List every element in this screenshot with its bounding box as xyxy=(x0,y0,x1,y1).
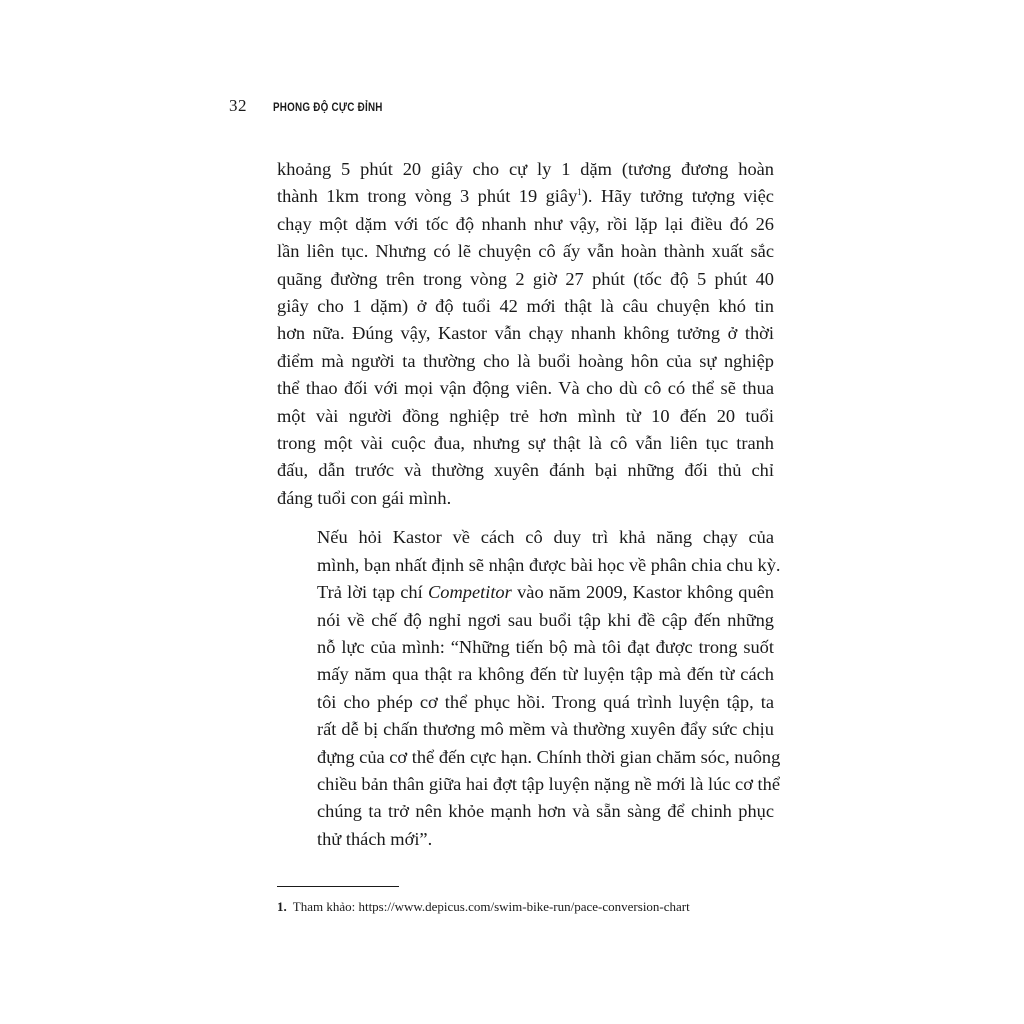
text-line: nói về chế độ nghỉ ngơi sau buổi tập khi đề cập đến những xyxy=(317,609,774,630)
footnote-text: Tham khảo: https://www.depicus.com/swim-bike-run/pace-conversion-chart xyxy=(292,899,690,914)
text-line: đấu, dẫn trước và thường xuyên đánh bại những đối thủ chỉ xyxy=(277,460,774,481)
text-line: đáng tuổi con gái mình. xyxy=(277,487,452,508)
text-line: chạy một dặm với tốc độ nhanh như vậy, rồi lặp lại điều đó 26 xyxy=(277,213,774,234)
paragraph-1 xyxy=(277,156,774,512)
text-line xyxy=(277,183,774,210)
text-line: giây cho 1 dặm) ở độ tuổi 42 mới thật là câu chuyện khó tin xyxy=(277,296,774,317)
text-line: mấy năm qua thật ra không đến từ luyện tập mà đến từ cách xyxy=(317,664,774,685)
text-line: trong một vài cuộc đua, nhưng sự thật là cô vẫn liên tục tranh xyxy=(277,433,774,454)
text-fragment: vào năm 2009, Kastor không quên xyxy=(511,582,774,603)
footnote-reference: 1 xyxy=(577,187,582,198)
text-line xyxy=(277,579,774,606)
magazine-title: Competitor xyxy=(428,582,512,603)
footnote-marker: 1. xyxy=(277,899,287,914)
footnote-divider xyxy=(277,886,399,887)
text-line: tôi cho phép cơ thể phục hồi. Trong quá trình luyện tập, ta xyxy=(317,691,774,712)
text-line: thử thách mới”. xyxy=(317,828,433,849)
body-text xyxy=(277,156,781,853)
text-fragment: ). Hãy tưởng tượng việc xyxy=(581,186,774,207)
text-line: hơn nữa. Đúng vậy, Kastor vẫn chạy nhanh không tưởng ở thời xyxy=(277,323,774,344)
book-title: PHONG ĐỘ CỰC ĐỈNH xyxy=(273,100,383,114)
footnote xyxy=(277,898,690,916)
text-fragment: thành 1km trong vòng 3 phút 19 giây xyxy=(277,186,578,207)
text-line: điểm mà người ta thường cho là buổi hoàng hôn của sự nghiệp xyxy=(277,350,774,371)
text-line: chiều bản thân giữa hai đợt tập luyện nặng nề mới là lúc cơ thể xyxy=(317,773,781,794)
text-line: Nếu hỏi Kastor về cách cô duy trì khả năng chạy của xyxy=(317,527,774,548)
text-line: thể thao đối với mọi vận động viên. Và cho dù cô có thể sẽ thua xyxy=(277,378,774,399)
paragraph-2 xyxy=(277,524,781,853)
text-line: một vài người đồng nghiệp trẻ hơn mình từ 10 đến 20 tuổi xyxy=(277,405,774,426)
page-number: 32 xyxy=(229,96,247,115)
text-line: khoảng 5 phút 20 giây cho cự ly 1 dặm (tương đương hoàn xyxy=(277,159,774,179)
text-line: rất dễ bị chấn thương mô mềm và thường xuyên đẩy sức chịu xyxy=(317,719,774,740)
text-line: mình, bạn nhất định sẽ nhận được bài học về phân chia chu kỳ. xyxy=(317,554,781,575)
text-fragment: Trả lời tạp chí xyxy=(317,582,428,603)
text-line: đựng của cơ thể đến cực hạn. Chính thời gian chăm sóc, nuông xyxy=(317,746,781,767)
text-line: chúng ta trở nên khỏe mạnh hơn và sẵn sàng để chinh phục xyxy=(317,801,774,822)
text-line: quãng đường trên trong vòng 2 giờ 27 phút (tốc độ 5 phút 40 xyxy=(277,268,774,289)
text-line: lần liên tục. Nhưng có lẽ chuyện cô ấy vẫn hoàn thành xuất sắc xyxy=(277,241,774,262)
running-head xyxy=(229,96,407,120)
text-line: nỗ lực của mình: “Những tiến bộ mà tôi đạt được trong suốt xyxy=(317,636,774,657)
